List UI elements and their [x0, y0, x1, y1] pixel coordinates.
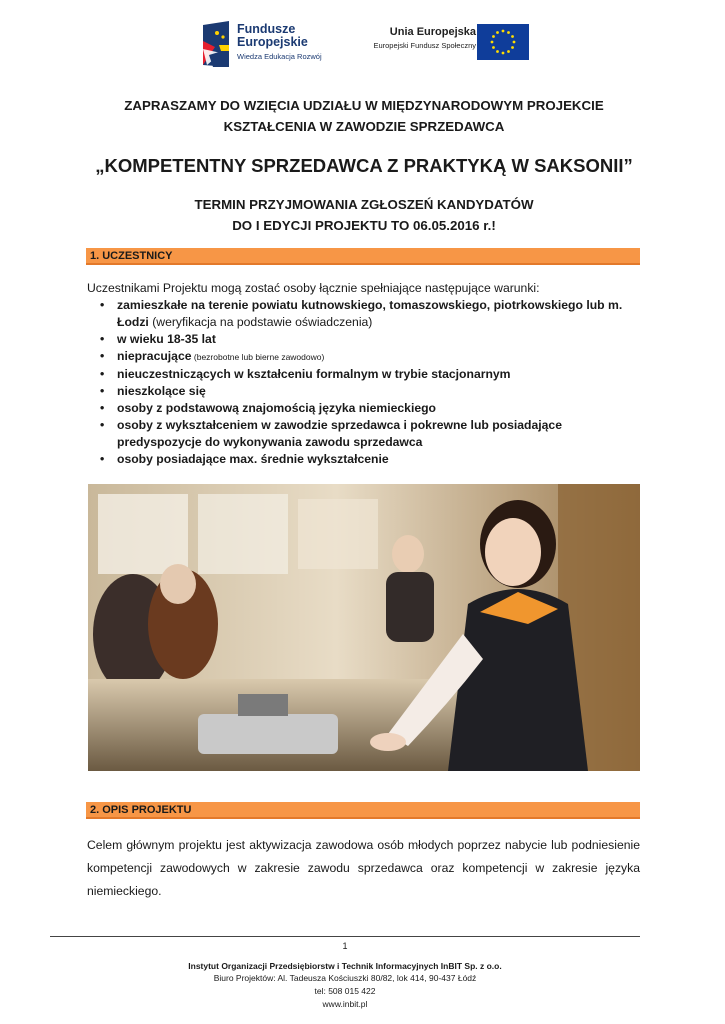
eu-star-icon	[502, 52, 505, 55]
footer-org: Instytut Organizacji Przedsiębiorstw i Technik Informacyjnych InBIT Sp. z o.o.	[188, 961, 502, 971]
deadline-heading	[50, 194, 678, 236]
conditions-list	[87, 297, 647, 468]
footer-website[interactable]: www.inbit.pl	[322, 999, 368, 1009]
condition-note: (weryfikacja na podstawie oświadczenia)	[148, 315, 373, 329]
eu-star-icon	[507, 31, 510, 34]
condition-item	[87, 297, 647, 331]
eu-star-icon	[507, 50, 510, 53]
condition-item	[87, 366, 647, 383]
eu-star-icon	[511, 46, 514, 49]
invitation-line1: ZAPRASZAMY DO WZIĘCIA UDZIAŁU W MIĘDZYNARODOWYM PROJEKCIE	[124, 98, 604, 113]
condition-bold-text: nieszkolące się	[117, 384, 206, 398]
eu-star-icon	[491, 41, 494, 44]
condition-bold-text: w wieku 18-35 lat	[117, 332, 216, 346]
fe-logo-line2: Europejskie	[237, 35, 308, 49]
unia-europejska-logo	[372, 24, 532, 62]
fe-flag-icon	[199, 19, 233, 71]
participants-intro: Uczestnikami Projektu mogą zostać osoby łącznie spełniające następujące warunki:	[87, 281, 540, 295]
eu-star-icon	[511, 35, 514, 38]
condition-bold-text: osoby posiadające max. średnie wykształcenie	[117, 452, 389, 466]
condition-bold-text: zamieszkałe na terenie powiatu kutnowskiego, tomaszowskiego, piotrkowskiego lub m. Łodzi	[117, 298, 623, 329]
eu-star-icon	[492, 46, 495, 49]
eu-star-icon	[492, 35, 495, 38]
page-number: 1	[342, 941, 348, 951]
bullet-icon: •	[100, 349, 105, 363]
fe-logo-line1: Fundusze	[237, 22, 296, 36]
condition-small-note: (bezrobotne lub bierne zawodowo)	[191, 352, 325, 362]
condition-item	[87, 348, 647, 366]
deadline-line2: DO I EDYCJI PROJEKTU TO 06.05.2016 r.!	[232, 218, 496, 233]
eu-flag-icon	[477, 24, 529, 60]
ue-logo-sub: Europejski Fundusz Społeczny	[373, 41, 476, 50]
bullet-icon: •	[100, 452, 105, 466]
bullet-icon: •	[100, 384, 105, 398]
eu-star-icon	[496, 50, 499, 53]
condition-item	[87, 383, 647, 400]
footer-phone: tel: 508 015 422	[314, 986, 376, 996]
condition-item	[87, 417, 647, 451]
bullet-icon: •	[100, 401, 105, 415]
condition-item	[87, 400, 647, 417]
condition-item	[87, 451, 647, 468]
deadline-line1: TERMIN PRZYJMOWANIA ZGŁOSZEŃ KANDYDATÓW	[194, 197, 534, 212]
fundusze-europejskie-logo	[197, 16, 359, 76]
project-description: Celem głównym projektu jest aktywizacja zawodowa osób młodych poprzez nabycie lub podniesienie kompetencji zawodowych w zakresie zawodu sprzedawca oraz kompetencji w zakresie języka niemieckiego.	[87, 838, 640, 898]
project-title: „KOMPETENTNY SPRZEDAWCA Z PRAKTYKĄ W SAKSONII”	[95, 155, 633, 176]
eu-star-icon	[502, 30, 505, 33]
footer-address: Biuro Projektów: Al. Tadeusza Kościuszki 80/82, lok 414, 90-437 Łódź	[213, 973, 477, 983]
shop-assistant-photo	[88, 484, 640, 771]
condition-bold-text: osoby z wykształceniem w zawodzie sprzedawca i pokrewne lub posiadające predyspozycje do wykonywania zawodu sprzedawca	[117, 418, 562, 449]
eu-star-icon	[496, 31, 499, 34]
bullet-icon: •	[100, 298, 105, 312]
footer-divider	[50, 936, 640, 937]
bullet-icon: •	[100, 332, 105, 346]
section-heading-description: 2. OPIS PROJEKTU	[86, 802, 640, 819]
bullet-icon: •	[100, 418, 105, 432]
ue-logo-title: Unia Europejska	[389, 26, 476, 38]
bullet-icon: •	[100, 367, 105, 381]
fe-logo-sub: Wiedza Edukacja Rozwój	[237, 52, 322, 61]
section-heading-participants: 1. UCZESTNICY	[86, 248, 640, 265]
condition-bold-text: osoby z podstawową znajomością języka niemieckiego	[117, 401, 437, 415]
condition-bold-text: niepracujące	[117, 349, 192, 363]
eu-star-icon	[513, 41, 516, 44]
condition-bold-text: nieuczestniczących w kształceniu formalnym w trybie stacjonarnym	[117, 367, 511, 381]
condition-item	[87, 331, 647, 348]
invitation-line2: KSZTAŁCENIA W ZAWODZIE SPRZEDAWCA	[223, 119, 505, 134]
invitation-heading	[50, 95, 678, 137]
